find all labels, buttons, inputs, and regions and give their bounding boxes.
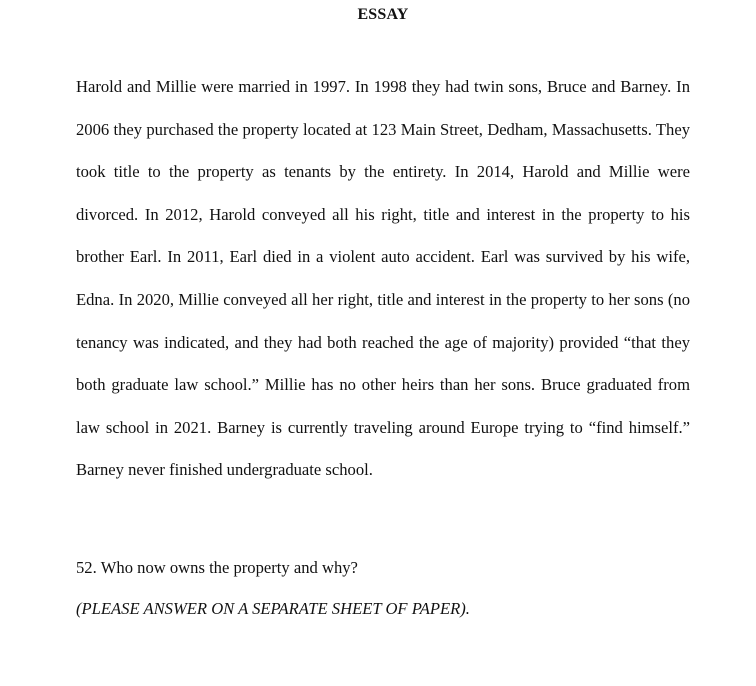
question-number: 52. bbox=[76, 558, 97, 577]
question bbox=[76, 558, 696, 578]
essay-paragraph: Harold and Millie were married in 1997. In 1998 they had twin sons, Bruce and Barney. In 2006 they purchased the property located at 123 Main Street, Dedham, Massachusetts. They took title to the property as tenants by the entirety. In 2014, Harold and Millie were divorced. In 2012, Harold conveyed all his right, title and interest in the property to his brother Earl. In 2011, Earl died in a violent auto accident. Earl was survived by his wife, Edna. In 2020, Millie conveyed all her right, title and interest in the property to her sons (no tenancy was indicated, and they had both reached the age of majority) provided “that they both graduate law school.” Millie has no other heirs than her sons. Bruce graduated from law school in 2021. Barney is currently traveling around Europe trying to “find himself.” Barney never finished undergraduate school. bbox=[76, 77, 690, 480]
answer-instruction: (PLEASE ANSWER ON A SEPARATE SHEET OF PAPER). bbox=[76, 599, 470, 618]
question-text: Who now owns the property and why? bbox=[100, 558, 358, 577]
page-title: ESSAY bbox=[357, 6, 409, 23]
